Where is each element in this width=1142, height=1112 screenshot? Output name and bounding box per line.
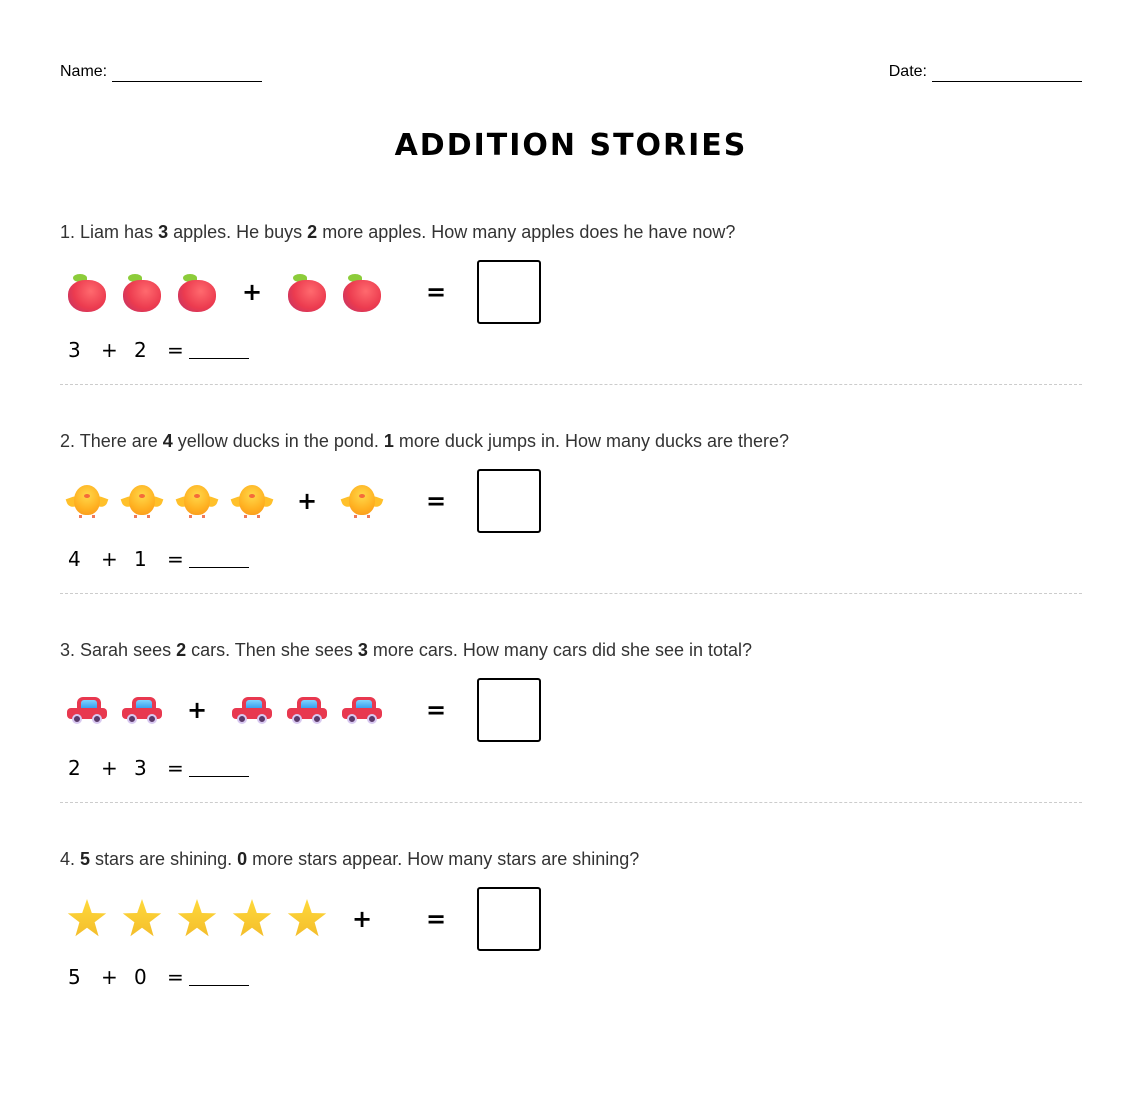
date-field (889, 62, 1082, 82)
question-fragment: more apples. How many apples does he have now? (317, 222, 736, 242)
car-icon (285, 678, 329, 742)
equation-addend-b: 3 (134, 756, 147, 780)
equation-addend-b: 1 (134, 547, 147, 571)
question-fragment: more stars appear. How many stars are shining? (247, 849, 640, 869)
problem-4 (60, 847, 1082, 1027)
chick-icon (120, 469, 164, 533)
question-text (60, 638, 752, 662)
equation-addend-b: 2 (134, 338, 147, 362)
answer-box[interactable] (477, 260, 541, 324)
section-divider (60, 384, 1082, 385)
question-number-highlight: 3 (357, 640, 368, 660)
equation-answer-blank[interactable] (189, 965, 249, 986)
plus-sign: + (351, 905, 373, 933)
plus-sign: + (296, 487, 318, 515)
question-fragment: cars. Then she sees (186, 640, 358, 660)
name-field (60, 62, 262, 82)
question-fragment: more duck jumps in. How many ducks are there? (393, 431, 790, 451)
question-number-highlight: 2 (176, 640, 187, 660)
question-text (60, 847, 639, 871)
question-number-highlight: 2 (307, 222, 318, 242)
equation-equals: = (167, 756, 184, 780)
page-title: ADDITION STORIES (394, 128, 748, 163)
star-icon (230, 887, 274, 951)
equation-answer-blank[interactable] (189, 756, 249, 777)
question-number: 2. (60, 431, 76, 451)
equation-addend-a: 5 (68, 965, 81, 989)
equation-answer-blank[interactable] (189, 547, 249, 568)
question-fragment: more cars. How many cars did she see in total? (367, 640, 753, 660)
equals-sign: = (425, 487, 447, 515)
question-number-highlight: 1 (383, 431, 394, 451)
equation-operator: + (101, 756, 118, 780)
apple-icon (120, 260, 164, 324)
equation-operator: + (101, 338, 118, 362)
star-icon (120, 887, 164, 951)
answer-box[interactable] (477, 887, 541, 951)
star-icon (285, 887, 329, 951)
apple-icon (340, 260, 384, 324)
car-icon (340, 678, 384, 742)
car-icon (120, 678, 164, 742)
question-number-highlight: 4 (162, 431, 173, 451)
star-icon (175, 887, 219, 951)
section-divider (60, 802, 1082, 803)
equation-answer-blank[interactable] (189, 338, 249, 359)
equation-addend-a: 2 (68, 756, 81, 780)
question-number: 3. (60, 640, 76, 660)
plus-sign: + (241, 278, 263, 306)
chick-icon (65, 469, 109, 533)
date-blank-line[interactable] (932, 65, 1082, 82)
chick-icon (175, 469, 219, 533)
equals-sign: = (425, 905, 447, 933)
equation-operator: + (101, 965, 118, 989)
equation-equals: = (167, 965, 184, 989)
section-divider (60, 593, 1082, 594)
equation-operator: + (101, 547, 118, 571)
problem-1 (60, 220, 1082, 400)
question-fragment: Liam has (80, 222, 159, 242)
question-fragment: apples. He buys (168, 222, 308, 242)
question-fragment: yellow ducks in the pond. (172, 431, 384, 451)
equals-sign: = (425, 696, 447, 724)
date-label: Date: (888, 63, 927, 80)
problem-2 (60, 429, 1082, 609)
name-label: Name: (60, 63, 108, 80)
plus-sign: + (186, 696, 208, 724)
question-number-highlight: 3 (158, 222, 169, 242)
chick-icon (230, 469, 274, 533)
apple-icon (65, 260, 109, 324)
equals-sign: = (425, 278, 447, 306)
question-text (60, 429, 789, 453)
equation-addend-a: 4 (68, 547, 81, 571)
chick-icon (340, 469, 384, 533)
question-text (60, 220, 735, 244)
question-number-highlight: 0 (237, 849, 248, 869)
equation-equals: = (167, 547, 184, 571)
name-blank-line[interactable] (112, 65, 262, 82)
question-fragment: stars are shining. (90, 849, 238, 869)
car-icon (65, 678, 109, 742)
apple-icon (175, 260, 219, 324)
question-number-highlight: 5 (80, 849, 91, 869)
header-row (60, 62, 1082, 82)
answer-box[interactable] (477, 678, 541, 742)
equation-equals: = (167, 338, 184, 362)
equation-addend-b: 0 (134, 965, 147, 989)
question-number: 1. (60, 222, 76, 242)
question-fragment: There are (79, 431, 163, 451)
car-icon (230, 678, 274, 742)
question-number: 4. (60, 849, 76, 869)
answer-box[interactable] (477, 469, 541, 533)
question-fragment: Sarah sees (80, 640, 177, 660)
apple-icon (285, 260, 329, 324)
problem-3 (60, 638, 1082, 818)
star-icon (65, 887, 109, 951)
equation-addend-a: 3 (68, 338, 81, 362)
